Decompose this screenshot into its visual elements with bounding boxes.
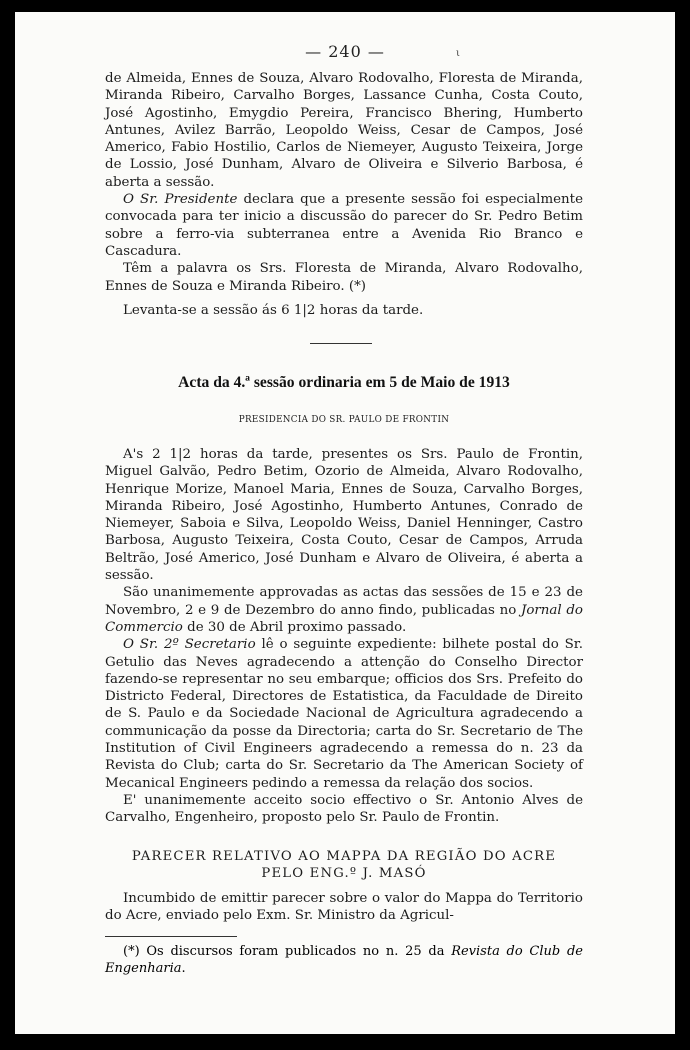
- speaker-name: O Sr. Presidente: [123, 192, 238, 208]
- section-divider: [310, 343, 372, 344]
- parecer-title-line-2: PELO ENG.º J. MASÓ: [261, 866, 427, 881]
- page-number: — 240 —: [305, 42, 385, 61]
- attendees-paragraph: de Almeida, Ennes de Souza, Alvaro Rodovalho, Floresta de Miranda, Miranda Ribeiro, Carvalho Borges, Lassance Cunha, Costa Couto, José Agostinho, Emygdio Pereira, Francisco Bhering, Humberto Antunes, Avilez Barrão, Leopoldo Weiss, Cesar de Campos, José Americo, Fabio Hostilio, Carlos de Niemeyer, Augusto Teixeira, Jorge de Lossio, José Dunham, Alvaro de Oliveira e Silverio Barbosa, é aberta a sessão.: [105, 71, 583, 190]
- footnote: (*) Os discursos foram publicados no n. 25 da Revista do Club de Engenharia.: [105, 944, 583, 976]
- minutes-approval-paragraph: São unanimemente approvadas as actas das sessões de 15 e 23 de Novembro, 2 e 9 de Dezembro do anno findo, publicadas no Jornal do Commercio de 30 de Abril proximo passado.: [105, 585, 583, 635]
- footnote-journal: Revista do Club de Engenharia: [105, 944, 583, 976]
- correspondence-text: lê o seguinte expediente: bilhete postal do Sr. Getulio das Neves agradecendo a attenção do Conselho Director fazendo-se representar no seu embarque; officios dos Srs. Prefeito do Districto Federal, Directores de Estatistica, da Faculdade de Direito de S. Paulo e da Sociedade Nacional de Agricultura agradecendo a communicação da posse da Directoria; carta do Sr. Secretario de The Institution of Civil Engineers agradecendo a remessa do n. 23 da Revista do Club; carta do Sr. Secretario da The American Society of Mecanical Engineers pedindo a remessa da relação dos socios.: [105, 637, 583, 791]
- parecer-body: [105, 890, 583, 925]
- edge-mark: ι: [456, 48, 460, 59]
- speakers-paragraph: Têm a palavra os Srs. Floresta de Miranda, Alvaro Rodovalho, Ennes de Souza e Miranda Ribeiro. (*): [105, 261, 583, 294]
- parecer-paragraph: Incumbido de emittir parecer sobre o valor do Mappa do Territorio do Acre, enviado pelo Exm. Sr. Ministro da Agricul-: [105, 891, 583, 924]
- journal-name: Jornal do Commercio: [105, 602, 583, 635]
- footnote-divider: [105, 936, 237, 937]
- president-text: declara que a presente sessão foi especialmente convocada para ter inicio a discussão do parecer do Sr. Pedro Betim sobre a ferro-via subterranea entre a Avenida Rio Branco e Cascadura.: [105, 192, 583, 259]
- correspondence-paragraph: [105, 636, 583, 792]
- new-member-paragraph: E' unanimemente acceito socio effectivo o Sr. Antonio Alves de Carvalho, Engenheiro, proposto pelo Sr. Paulo de Frontin.: [105, 792, 583, 826]
- acta-attendees-paragraph: A's 2 1|2 horas da tarde, presentes os Srs. Paulo de Frontin, Miguel Galvão, Pedro Betim, Ozorio de Almeida, Alvaro Rodovalho, Henrique Morize, Manoel Maria, Ennes de Souza, Carvalho Borges, Miranda Ribeiro, José Agostinho, Humberto Antunes, Conrado de Niemeyer, Saboia e Silva, Leopoldo Weiss, Daniel Henninger, Castro Barbosa, Augusto Teixeira, Costa Couto, Cesar de Campos, Arruda Beltrão, José Americo, José Dunham e Alvaro de Oliveira, é aberta a sessão.: [105, 447, 583, 584]
- closing-paragraph: Levanta-se a sessão ás 6 1|2 horas da tarde.: [123, 302, 424, 318]
- parecer-title-line-1: PARECER RELATIVO AO MAPPA DA REGIÃO DO ACRE: [131, 849, 557, 864]
- acta-title: Acta da 4.ª sessão ordinaria em 5 de Maio de 1913: [178, 374, 510, 391]
- secretary-name: O Sr. 2º Secretario: [123, 637, 256, 653]
- president-paragraph: [105, 191, 583, 260]
- parecer-title: [105, 848, 583, 882]
- acta-body: [105, 446, 583, 827]
- document-page: [15, 12, 675, 1034]
- session-closing-block: [105, 70, 583, 319]
- presidency-line: PRESIDENCIA DO SR. PAULO DE FRONTIN: [238, 415, 450, 425]
